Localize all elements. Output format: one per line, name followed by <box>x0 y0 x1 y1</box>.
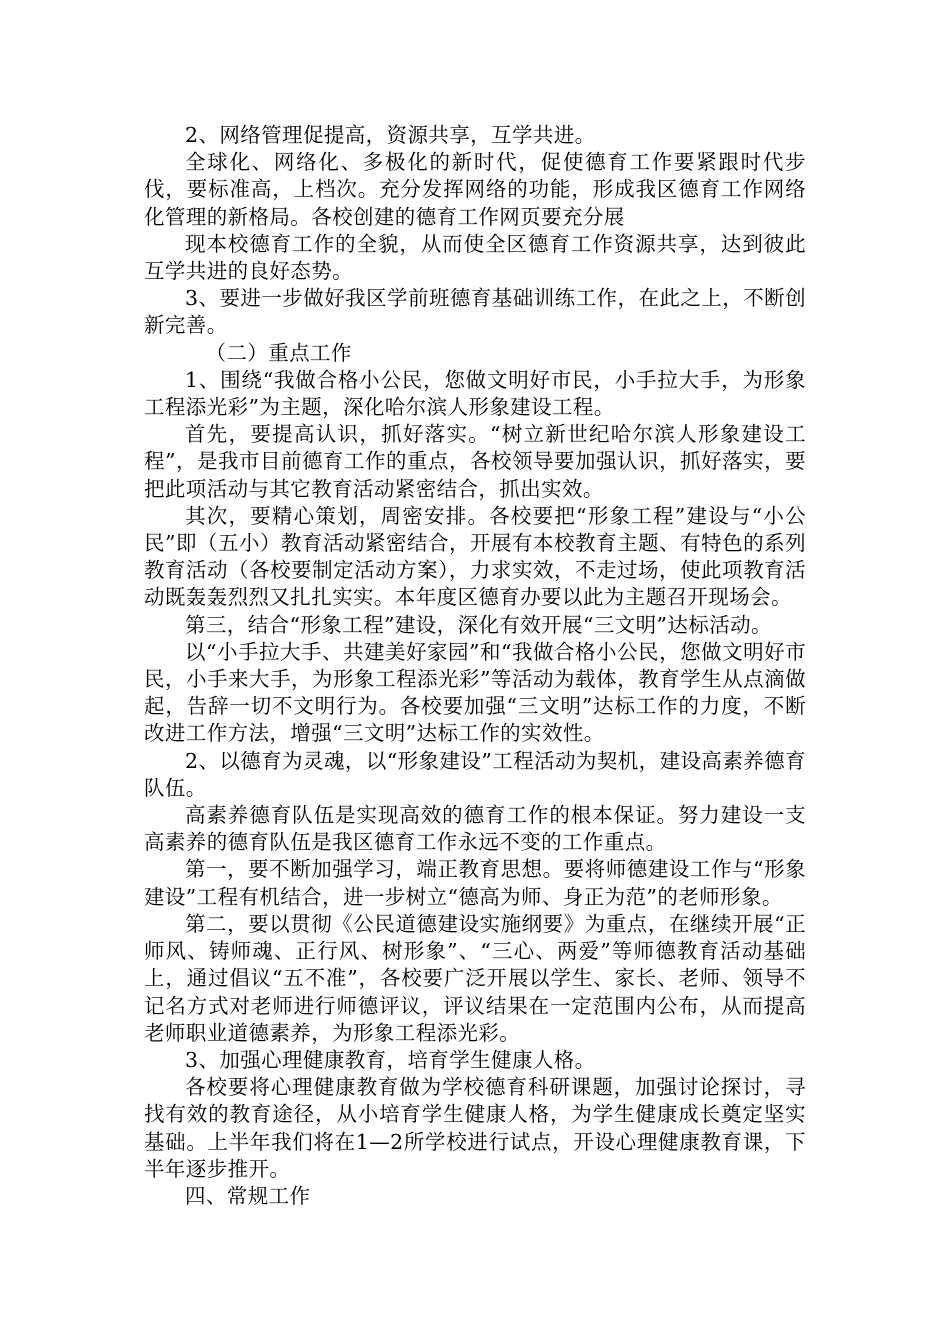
paragraph-globalization: 全球化、网络化、多极化的新时代，促使德育工作要紧跟时代步伐，要标准高，上档次。充分发挥网络的功能，形成我区德育工作网络化管理的新格局。各校创建的德育工作网页要充分展 <box>144 150 806 229</box>
section-heading-routine-work: 四、常规工作 <box>185 1183 311 1208</box>
paragraph-key-work-2: 2、以德育为灵魂，以“形象建设”工程活动为契机，建设高素养德育队伍。 <box>144 748 806 800</box>
paragraph-team-quality: 高素养德育队伍是实现高效的德育工作的根本保证。努力建设一支高素养的德育队伍是我区德育工作永远不变的工作重点。 <box>144 803 806 855</box>
document-body <box>144 122 806 1210</box>
section-heading-key-work: （二）重点工作 <box>205 340 352 365</box>
paragraph-mental-health: 各校要将心理健康教育做为学校德育科研课题，加强讨论探讨，寻找有效的教育途径，从小培育学生健康人格，为学生健康成长奠定坚实基础。上半年我们将在1—2所学校进行试点，开设心理健康教育课，下半年逐步推开。 <box>144 1075 806 1181</box>
paragraph-second: 其次，要精心策划，周密安排。各校要把“形象工程”建设与“小公民”即（五小）教育活动紧密结合，开展有本校教育主题、有特色的系列教育活动（各校要制定活动方案），力求实效，不走过场，使此项教育活动既轰轰烈烈又扎扎实实。本年度区德育办要以此为主题召开现场会。 <box>144 503 806 610</box>
paragraph-key-work-1: 1、围绕“我做合格小公民，您做文明好市民，小手拉大手，为形象工程添光彩”为主题，深化哈尔滨人形象建设工程。 <box>144 367 806 420</box>
paragraph-team-first: 第一，要不断加强学习，端正教育思想。要将师德建设工作与“形象建设”工程有机结合，进一步树立“德高为师、身正为范”的老师形象。 <box>144 857 806 909</box>
paragraph-network-management: 2、网络管理促提高，资源共享，互学共进。 <box>185 123 596 147</box>
paragraph-preschool-training: 3、要进一步做好我区学前班德育基础训练工作，在此之上，不断创新完善。 <box>144 286 806 338</box>
paragraph-team-second: 第二，要以贯彻《公民道德建设实施纲要》为重点，在继续开展“正师风、铸师魂、正行风、树形象”、“三心、两爱”等师德教育活动基础上，通过倡议“五不准”，各校要广泛开展以学生、家长、老师、领导不记名方式对老师进行师德评议，评议结果在一定范围内公布，从而提高老师职业道德素养，为形象工程添光彩。 <box>144 911 806 1045</box>
paragraph-activities: 以“小手拉大手、共建美好家园”和“我做合格小公民，您做文明好市民，小手来大手，为形象工程添光彩”等活动为载体，教育学生从点滴做起，告辞一切不文明行为。各校要加强“三文明”达标工作的力度，不断改进工作方法，增强“三文明”达标工作的实效性。 <box>144 639 806 746</box>
paragraph-first: 首先，要提高认识，抓好落实。“树立新世纪哈尔滨人形象建设工程”，是我市目前德育工作的重点，各校领导要加强认识，抓好落实，要把此项活动与其它教育活动紧密结合，抓出实效。 <box>144 422 806 501</box>
paragraph-key-work-3: 3、加强心理健康教育，培育学生健康人格。 <box>185 1047 596 1072</box>
paragraph-resource-sharing: 现本校德育工作的全貌，从而使全区德育工作资源共享，达到彼此互学共进的良好态势。 <box>144 231 806 284</box>
paragraph-third: 第三，结合“形象工程”建设，深化有效开展“三文明”达标活动。 <box>185 612 772 637</box>
